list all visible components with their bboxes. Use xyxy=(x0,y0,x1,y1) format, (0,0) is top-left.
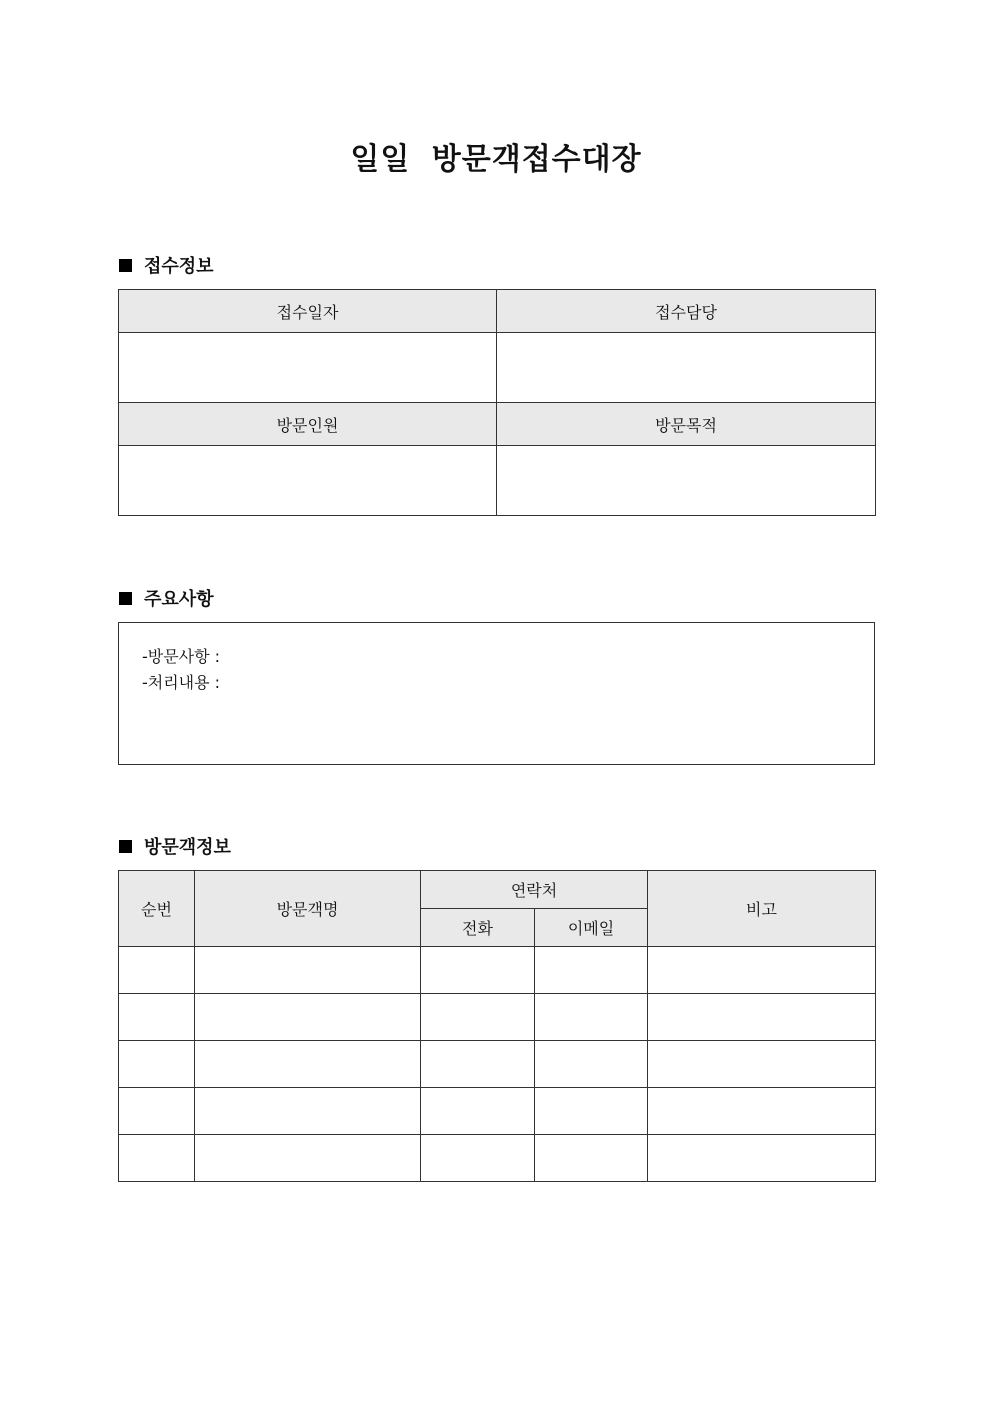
visit-purpose-label: 방문목적 xyxy=(497,403,876,446)
square-bullet-icon xyxy=(119,592,132,605)
cell-remarks[interactable] xyxy=(648,994,876,1041)
visitor-count-field[interactable] xyxy=(119,446,497,516)
cell-no[interactable] xyxy=(119,1041,195,1088)
cell-name[interactable] xyxy=(195,1135,421,1182)
table-row xyxy=(119,947,876,994)
visitor-info-table xyxy=(118,870,876,1182)
reception-info-table xyxy=(118,289,876,516)
reception-section-heading xyxy=(119,252,214,278)
cell-no[interactable] xyxy=(119,1088,195,1135)
visit-matters-line: -방문사항 : xyxy=(142,647,221,666)
cell-no[interactable] xyxy=(119,994,195,1041)
cell-email[interactable] xyxy=(535,1041,648,1088)
cell-no[interactable] xyxy=(119,947,195,994)
cell-no[interactable] xyxy=(119,1135,195,1182)
visit-purpose-field[interactable] xyxy=(497,446,876,516)
cell-name[interactable] xyxy=(195,1088,421,1135)
reception-staff-label: 접수담당 xyxy=(497,290,876,333)
table-row xyxy=(119,994,876,1041)
cell-name[interactable] xyxy=(195,994,421,1041)
notes-section-heading xyxy=(119,585,214,611)
visitors-section-heading xyxy=(119,833,231,859)
notes-box[interactable] xyxy=(118,622,875,765)
cell-name[interactable] xyxy=(195,1041,421,1088)
square-bullet-icon xyxy=(119,259,132,272)
square-bullet-icon xyxy=(119,840,132,853)
cell-remarks[interactable] xyxy=(648,1088,876,1135)
col-header-remarks: 비고 xyxy=(648,871,876,947)
reception-heading-label: 접수정보 xyxy=(144,256,214,277)
col-header-phone: 전화 xyxy=(421,909,535,947)
reception-date-field[interactable] xyxy=(119,333,497,403)
cell-remarks[interactable] xyxy=(648,947,876,994)
cell-email[interactable] xyxy=(535,947,648,994)
table-row xyxy=(119,1088,876,1135)
table-row xyxy=(119,1041,876,1088)
visitors-heading-label: 방문객정보 xyxy=(144,837,231,858)
cell-email[interactable] xyxy=(535,1135,648,1182)
cell-phone[interactable] xyxy=(421,1135,535,1182)
col-header-name: 방문객명 xyxy=(195,871,421,947)
handling-details-line: -처리내용 : xyxy=(142,673,221,692)
col-header-email: 이메일 xyxy=(535,909,648,947)
notes-heading-label: 주요사항 xyxy=(144,589,214,610)
cell-name[interactable] xyxy=(195,947,421,994)
reception-date-label: 접수일자 xyxy=(119,290,497,333)
cell-remarks[interactable] xyxy=(648,1135,876,1182)
page-title: 일일 방문객접수대장 xyxy=(350,142,642,177)
cell-email[interactable] xyxy=(535,994,648,1041)
col-header-contact: 연락처 xyxy=(421,871,648,909)
visitor-count-label: 방문인원 xyxy=(119,403,497,446)
cell-phone[interactable] xyxy=(421,1041,535,1088)
cell-phone[interactable] xyxy=(421,947,535,994)
cell-phone[interactable] xyxy=(421,1088,535,1135)
cell-phone[interactable] xyxy=(421,994,535,1041)
cell-email[interactable] xyxy=(535,1088,648,1135)
cell-remarks[interactable] xyxy=(648,1041,876,1088)
reception-staff-field[interactable] xyxy=(497,333,876,403)
col-header-no: 순번 xyxy=(119,871,195,947)
table-row xyxy=(119,1135,876,1182)
